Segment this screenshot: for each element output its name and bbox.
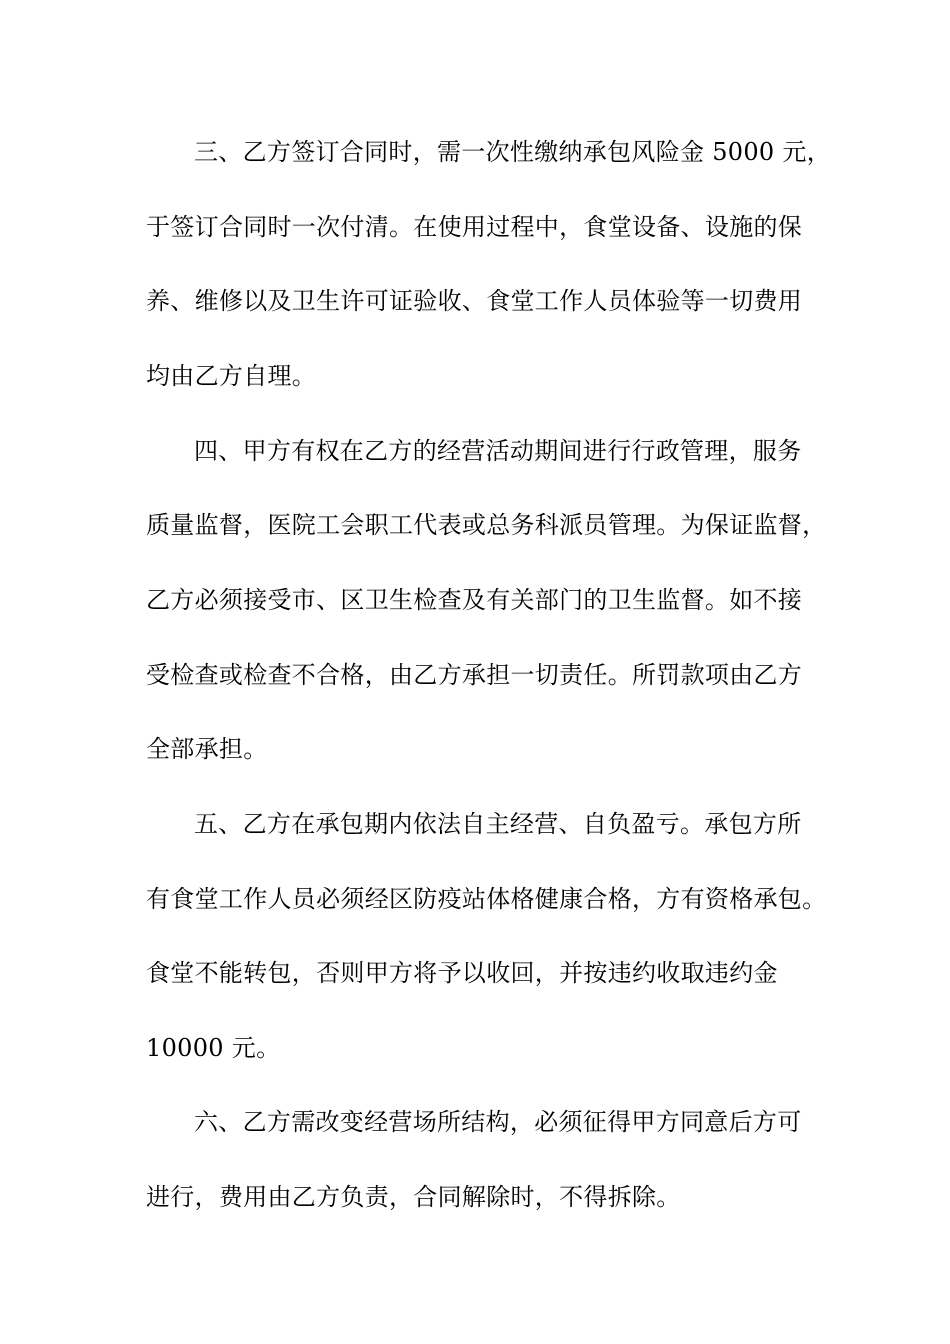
- paragraph-5-line-1: 五、乙方在承包期内依法自主经营、自负盈亏。承包方所: [194, 810, 802, 838]
- paragraph-3-line-4: 均由乙方自理。: [146, 362, 317, 390]
- paragraph-4-line-5: 全部承担。: [146, 735, 268, 763]
- paragraph-5-line-4: 10000 元。: [146, 1034, 281, 1062]
- paragraph-4-line-1: 四、甲方有权在乙方的经营活动期间进行行政管理，服务: [194, 437, 802, 465]
- paragraph-5-line-2: 有食堂工作人员必须经区防疫站体格健康合格，方有资格承包。: [146, 885, 827, 913]
- paragraph-3-line-1: 三、乙方签订合同时，需一次性缴纳承包风险金 5000 元，: [194, 138, 832, 166]
- paragraph-4-line-4: 受检查或检查不合格，由乙方承担一切责任。所罚款项由乙方: [146, 661, 803, 689]
- paragraph-6-line-1: 六、乙方需改变经营场所结构，必须征得甲方同意后方可: [194, 1108, 802, 1136]
- paragraph-3-line-2: 于签订合同时一次付清。在使用过程中，食堂设备、设施的保: [146, 213, 803, 241]
- paragraph-4-line-3: 乙方必须接受市、区卫生检查及有关部门的卫生监督。如不接: [146, 586, 803, 614]
- paragraph-3-line-3: 养、维修以及卫生许可证验收、食堂工作人员体验等一切费用: [146, 287, 803, 315]
- paragraph-6-line-2: 进行，费用由乙方负责，合同解除时，不得拆除。: [146, 1183, 681, 1211]
- paragraph-4-line-2: 质量监督，医院工会职工代表或总务科派员管理。为保证监督，: [146, 511, 827, 539]
- paragraph-5-line-3: 食堂不能转包，否则甲方将予以收回，并按违约收取违约金: [146, 959, 778, 987]
